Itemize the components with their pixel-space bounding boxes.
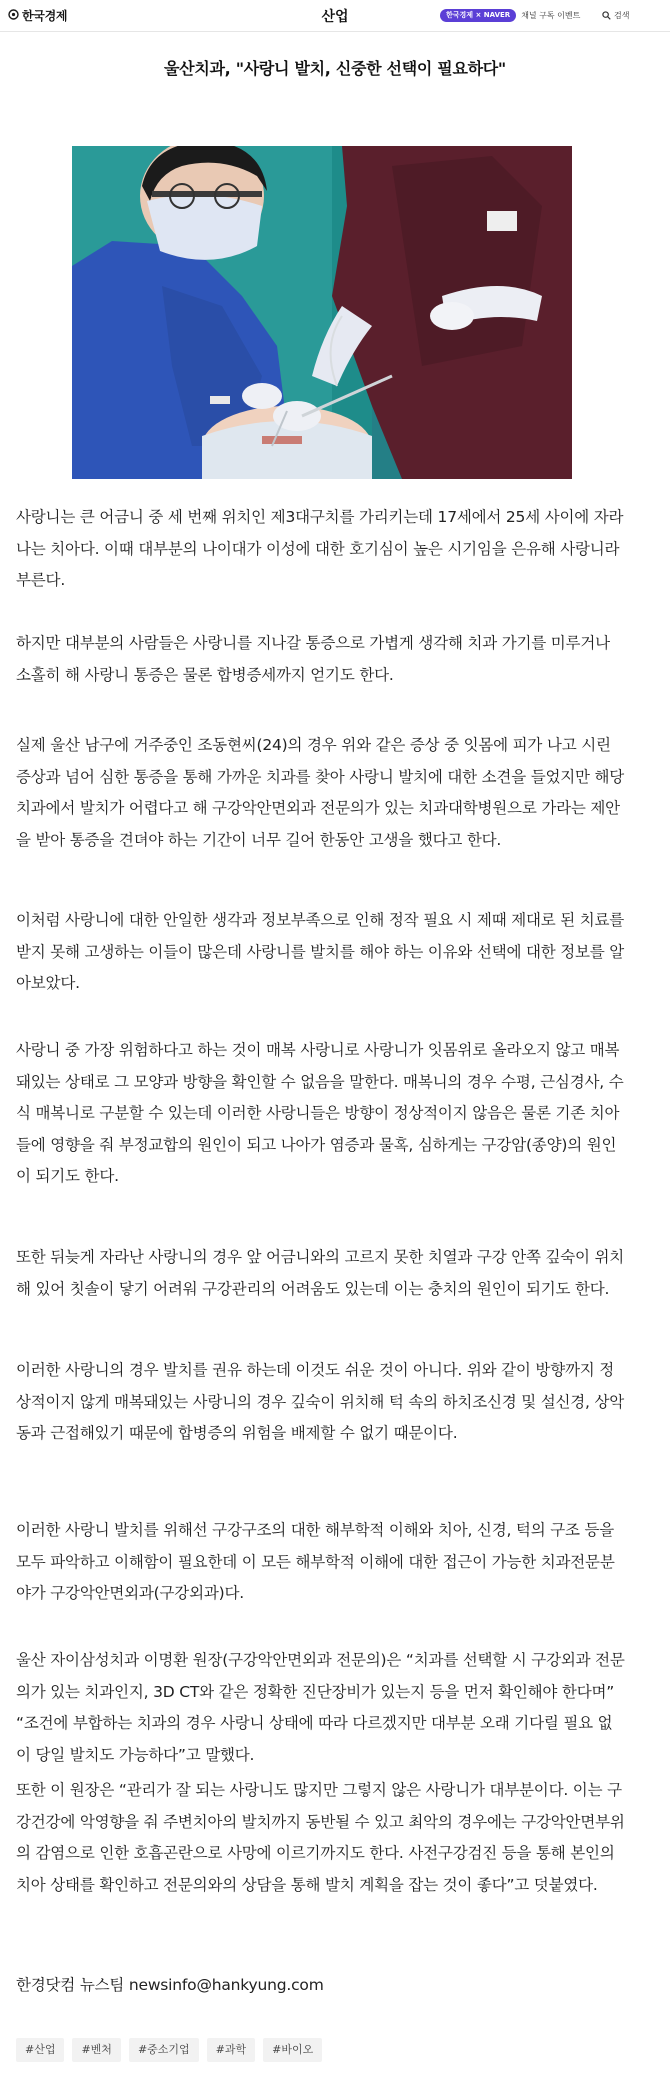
promo-text: 채널 구독 이벤트 xyxy=(521,10,581,20)
article-paragraph: 사랑니는 큰 어금니 중 세 번째 위치인 제3대구치를 가리키는데 17세에서 25세 사이에 자라나는 치아다. 이때 대부분의 나이대가 이성에 대한 호기심이 높은 시기임을 은유해 사랑니라 부른다. xyxy=(16,508,624,589)
promo-banner[interactable] xyxy=(440,8,580,22)
article-paragraph: 사랑니 중 가장 위험하다고 하는 것이 매복 사랑니로 사랑니가 잇몸위로 올라오지 않고 매복돼있는 상태로 그 모양과 방향을 확인할 수 없음을 말한다. 매복니의 경우 수평, 근심경사, 수식 매복니로 구분할 수 있는데 이러한 사랑니들은 방향이 정상적이지 않음은 물론 기존 치아들에 영향을 줘 부정교합의 원인이 되고 나아가 염증과 물혹, 심하게는 구강암(종양)의 원인이 되기도 한다. xyxy=(16,1041,624,1185)
tag-venture[interactable]: #벤처 xyxy=(72,2038,120,2062)
search-icon xyxy=(602,11,611,20)
tag-sme[interactable]: #중소기업 xyxy=(129,2038,199,2062)
article-byline: 한경닷컴 뉴스팀 newsinfo@hankyung.com xyxy=(16,1976,324,1994)
tag-list xyxy=(16,2038,322,2062)
search-button[interactable] xyxy=(602,8,629,22)
promo-pill: 한국경제 × NAVER xyxy=(440,9,516,22)
article-paragraph: 또한 뒤늦게 자라난 사랑니의 경우 앞 어금니와의 고르지 못한 치열과 구강 안쪽 깊숙이 위치해 있어 칫솔이 닿기 어려워 구강관리의 어려움도 있는데 이는 충치의 원인이 되기도 한다. xyxy=(16,1248,625,1298)
tag-science[interactable]: #과학 xyxy=(207,2038,255,2062)
article-paragraph: 이러한 사랑니 발치를 위해선 구강구조의 대한 해부학적 이해와 치아, 신경, 턱의 구조 등을 모두 파악하고 이해함이 필요한데 이 모든 해부학적 이해에 대한 접근이 가능한 치과전문분야가 구강악안면외과(구강외과)다. xyxy=(16,1521,615,1602)
tag-bio[interactable]: #바이오 xyxy=(263,2038,322,2062)
article-headline: 울산치과, "사랑니 발치, 신중한 선택이 필요하다" xyxy=(164,59,506,78)
top-bar xyxy=(0,0,670,32)
tag-industry[interactable]: #산업 xyxy=(16,2038,64,2062)
article-paragraph: 이처럼 사랑니에 대한 안일한 생각과 정보부족으로 인해 정작 필요 시 제때 제대로 된 치료를 받지 못해 고생하는 이들이 많은데 사랑니를 발치를 해야 하는 이유와 선택에 대한 정보를 알아보았다. xyxy=(16,911,625,992)
article-paragraph: 하지만 대부분의 사람들은 사랑니를 지나갈 통증으로 가볍게 생각해 치과 가기를 미루거나 소홀히 해 사랑니 통증은 물론 합병증세까지 얻기도 한다. xyxy=(16,634,610,684)
dental-procedure-image xyxy=(72,146,572,479)
search-label: 검색 xyxy=(614,10,630,20)
article-paragraph: 울산 자이삼성치과 이명환 원장(구강악안면외과 전문의)은 “치과를 선택할 시 구강외과 전문의가 있는 치과인지, 3D CT와 같은 정확한 진단장비가 있는지 등을 먼저 확인해야 한다며” “조건에 부합하는 치과의 경우 사랑니 상태에 따라 다르겠지만 대부분 오래 기다릴 필요 없이 당일 발치도 가능하다”고 말했다. xyxy=(16,1651,625,1764)
section-title: 산업 xyxy=(321,9,349,25)
logo-text: 한국경제 xyxy=(22,9,68,23)
article-photo xyxy=(72,146,572,479)
article-paragraph: 실제 울산 남구에 거주중인 조동현씨(24)의 경우 위와 같은 증상 중 잇몸에 피가 나고 시린 증상과 넘어 심한 통증을 통해 가까운 치과를 찾아 사랑니 발치에 대한 소견을 들었지만 해당 치과에서 발치가 어렵다고 해 구강악안면외과 전문의가 있는 치과대학병원으로 가라는 제안을 받아 통증을 견뎌야 하는 기간이 너무 길어 한동안 고생을 했다고 한다. xyxy=(16,736,625,849)
article-paragraph: 이러한 사랑니의 경우 발치를 권유 하는데 이것도 쉬운 것이 아니다. 위와 같이 방향까지 정상적이지 않게 매복돼있는 사랑니의 경우 깊숙이 위치해 턱 속의 하치조신경 및 설신경, 상악동과 근접해있기 때문에 합병증의 위험을 배제할 수 없기 때문이다. xyxy=(16,1361,625,1442)
article-paragraph: 또한 이 원장은 “관리가 잘 되는 사랑니도 많지만 그렇지 않은 사랑니가 대부분이다. 이는 구강건강에 악영향을 줘 주변치아의 발치까지 동반될 수 있고 최악의 경우에는 구강악안면부위의 감염으로 인한 호흡곤란으로 사망에 이르기까지도 한다. 사전구강검진 등을 통해 본인의 치아 상태를 확인하고 전문의와의 상담을 통해 발치 계획을 잡는 것이 좋다”고 덧붙였다. xyxy=(16,1781,625,1894)
